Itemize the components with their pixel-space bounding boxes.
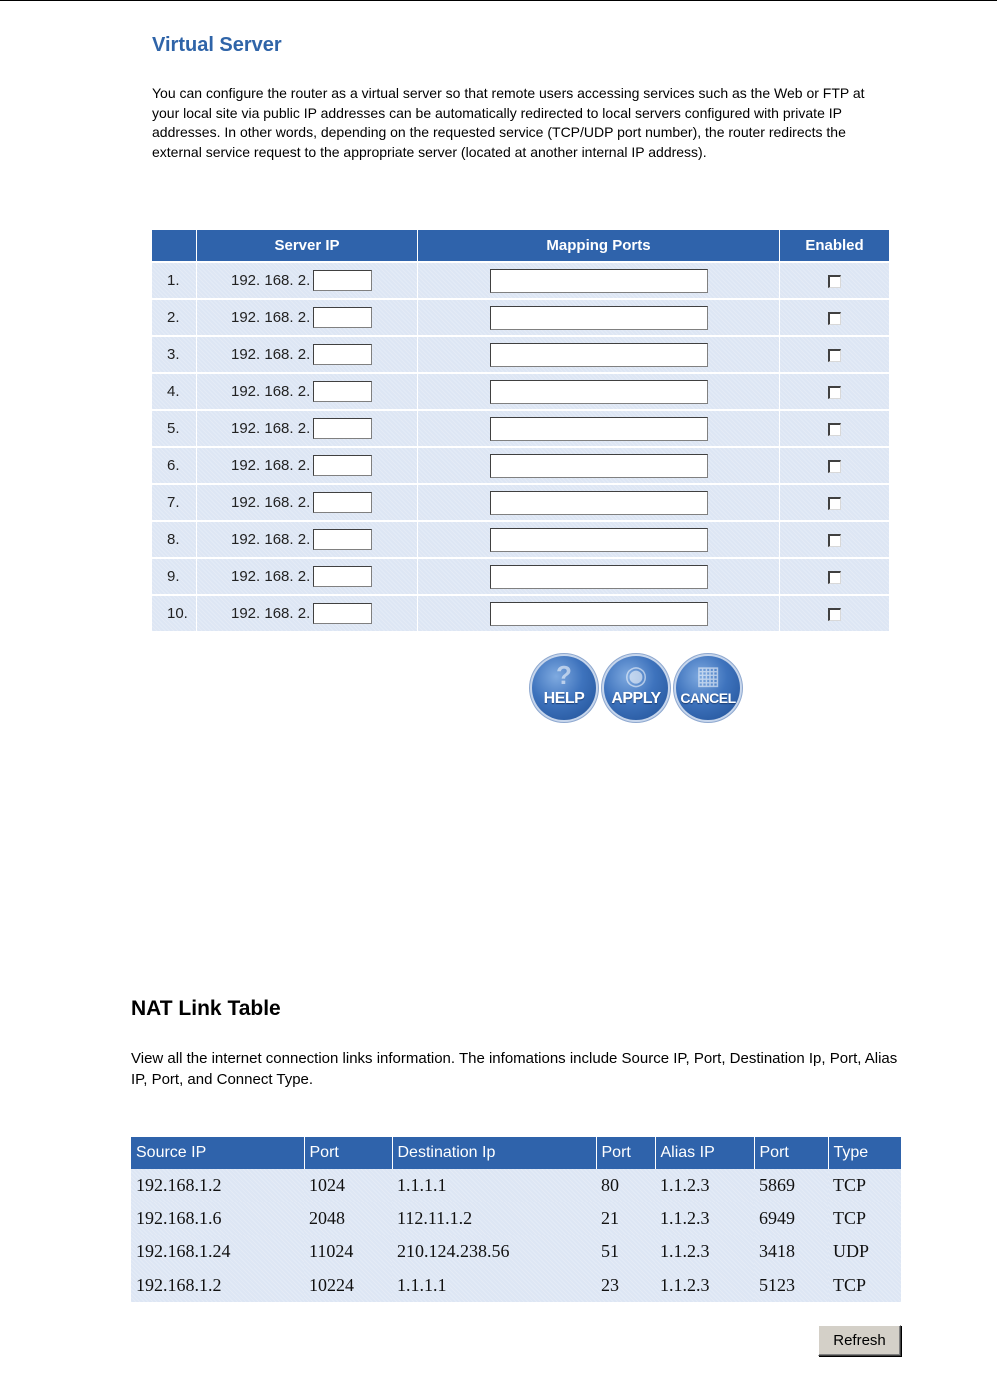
cancel-button[interactable] — [676, 656, 740, 720]
nat-column-header: Port — [754, 1137, 828, 1169]
nat-table-row — [131, 1169, 901, 1202]
nat-table-cell: 192.168.1.2 — [131, 1268, 304, 1302]
server-ip-cell — [197, 596, 417, 633]
refresh-button[interactable]: Refresh — [818, 1325, 901, 1356]
virtual-server-row — [152, 300, 889, 337]
nat-table-cell: 1.1.2.3 — [655, 1202, 754, 1235]
enabled-checkbox[interactable] — [828, 349, 841, 362]
nat-table-cell: TCP — [828, 1202, 901, 1235]
mapping-ports-cell — [418, 263, 779, 300]
nat-column-header: Type — [828, 1137, 901, 1169]
server-ip-cell — [197, 559, 417, 596]
nat-table-row — [131, 1235, 901, 1268]
mapping-ports-cell — [418, 522, 779, 559]
nat-table-cell: TCP — [828, 1169, 901, 1202]
mapping-ports-input[interactable] — [490, 306, 708, 330]
row-number: 1. — [152, 263, 196, 300]
virtual-server-row — [152, 448, 889, 485]
mapping-ports-input[interactable] — [490, 380, 708, 404]
nat-table-cell: 2048 — [304, 1202, 392, 1235]
nat-column-header: Destination Ip — [392, 1137, 596, 1169]
enabled-cell — [780, 263, 889, 300]
top-divider — [0, 0, 997, 1]
enabled-cell — [780, 337, 889, 374]
ip-prefix: 192. 168. 2. — [231, 494, 311, 511]
nat-table-cell: TCP — [828, 1268, 901, 1302]
ip-prefix: 192. 168. 2. — [231, 457, 311, 474]
cancel-button-label: CANCEL — [680, 690, 736, 706]
enabled-cell — [780, 559, 889, 596]
nat-table-cell: 3418 — [754, 1235, 828, 1268]
nat-link-table-description: View all the internet connection links information. The infomations include Source IP, Port, Destination Ip, Port, Alias IP, Port, and Connect Type. — [131, 1050, 898, 1088]
nat-table-cell: 23 — [596, 1268, 655, 1302]
nat-table-cell: 1.1.2.3 — [655, 1169, 754, 1202]
virtual-server-row — [152, 485, 889, 522]
virtual-server-row — [152, 559, 889, 596]
virtual-server-row — [152, 411, 889, 448]
enabled-cell — [780, 374, 889, 411]
mapping-ports-cell — [418, 374, 779, 411]
nat-table-cell: 1.1.1.1 — [392, 1169, 596, 1202]
mapping-ports-cell — [418, 559, 779, 596]
ip-prefix: 192. 168. 2. — [231, 383, 311, 400]
ip-prefix: 192. 168. 2. — [231, 272, 311, 289]
server-ip-cell — [197, 263, 417, 300]
nat-table-cell: 5869 — [754, 1169, 828, 1202]
server-ip-last-octet-input[interactable] — [313, 344, 372, 365]
ip-prefix: 192. 168. 2. — [231, 568, 311, 585]
enabled-checkbox[interactable] — [828, 312, 841, 325]
nat-table-cell: 5123 — [754, 1268, 828, 1302]
ip-prefix: 192. 168. 2. — [231, 309, 311, 326]
mapping-ports-input[interactable] — [490, 343, 708, 367]
enabled-cell — [780, 300, 889, 337]
row-number: 4. — [152, 374, 196, 411]
nat-column-header: Port — [304, 1137, 392, 1169]
nat-table-cell: 80 — [596, 1169, 655, 1202]
mouse-icon: ◉ — [624, 660, 648, 690]
nat-table-cell: 6949 — [754, 1202, 828, 1235]
mapping-ports-input[interactable] — [490, 565, 708, 589]
row-number: 2. — [152, 300, 196, 337]
enabled-cell — [780, 411, 889, 448]
ip-prefix: 192. 168. 2. — [231, 346, 311, 363]
enabled-checkbox[interactable] — [828, 608, 841, 621]
nat-table-cell: 11024 — [304, 1235, 392, 1268]
server-ip-cell — [197, 522, 417, 559]
nat-table-cell: 112.11.1.2 — [392, 1202, 596, 1235]
mapping-ports-input[interactable] — [490, 491, 708, 515]
ip-prefix: 192. 168. 2. — [231, 420, 311, 437]
question-mark-icon: ? — [556, 660, 572, 690]
column-header-mapping-ports: Mapping Ports — [418, 230, 779, 263]
row-number: 5. — [152, 411, 196, 448]
server-ip-last-octet-input[interactable] — [313, 381, 372, 402]
nat-table-cell: 1.1.1.1 — [392, 1268, 596, 1302]
mapping-ports-input[interactable] — [490, 454, 708, 478]
nat-table-cell: 1.1.2.3 — [655, 1235, 754, 1268]
row-number: 10. — [152, 596, 196, 633]
nat-column-header: Source IP — [131, 1137, 304, 1169]
server-ip-cell — [197, 300, 417, 337]
server-ip-last-octet-input[interactable] — [313, 603, 372, 624]
nat-table-cell: 210.124.238.56 — [392, 1235, 596, 1268]
mapping-ports-input[interactable] — [490, 602, 708, 626]
nat-table-cell: UDP — [828, 1235, 901, 1268]
enabled-cell — [780, 522, 889, 559]
nat-header-row — [131, 1137, 901, 1169]
virtual-server-row — [152, 263, 889, 300]
mapping-ports-cell — [418, 448, 779, 485]
server-ip-cell — [197, 485, 417, 522]
enabled-checkbox[interactable] — [828, 423, 841, 436]
mapping-ports-input[interactable] — [490, 528, 708, 552]
virtual-server-row — [152, 596, 889, 633]
nat-table-cell: 10224 — [304, 1268, 392, 1302]
enabled-cell — [780, 485, 889, 522]
mapping-ports-cell — [418, 485, 779, 522]
nat-table-cell: 192.168.1.2 — [131, 1169, 304, 1202]
server-ip-cell — [197, 411, 417, 448]
row-number: 9. — [152, 559, 196, 596]
nat-column-header: Port — [596, 1137, 655, 1169]
virtual-server-row — [152, 337, 889, 374]
server-ip-cell — [197, 374, 417, 411]
virtual-server-title: Virtual Server — [152, 34, 282, 56]
virtual-server-description: You can configure the router as a virtual server so that remote users accessing services such as the Web or FTP at your local site via public IP addresses can be automatically redirected to local servers configured with private IP addresses. In other words, depending on the requested service (TCP/UDP port number), the router redirects the external service request to the appropriate server (located at another internal IP address). — [152, 85, 865, 160]
nat-link-table — [131, 1137, 901, 1302]
nat-table-row — [131, 1202, 901, 1235]
help-button-label: HELP — [543, 690, 585, 707]
mapping-ports-cell — [418, 411, 779, 448]
mapping-ports-input[interactable] — [490, 417, 708, 441]
trash-can-icon: ▦ — [695, 660, 721, 690]
enabled-cell — [780, 596, 889, 633]
mapping-ports-cell — [418, 300, 779, 337]
row-number: 3. — [152, 337, 196, 374]
server-ip-last-octet-input[interactable] — [313, 455, 372, 476]
ip-prefix: 192. 168. 2. — [231, 605, 311, 622]
server-ip-last-octet-input[interactable] — [313, 418, 372, 439]
nat-table-cell: 1024 — [304, 1169, 392, 1202]
nat-table-cell: 21 — [596, 1202, 655, 1235]
column-header-index — [152, 230, 196, 263]
enabled-checkbox[interactable] — [828, 386, 841, 399]
mapping-ports-cell — [418, 596, 779, 633]
apply-button-label: APPLY — [611, 690, 661, 707]
server-ip-last-octet-input[interactable] — [313, 492, 372, 513]
column-header-enabled: Enabled — [780, 230, 889, 263]
row-number: 6. — [152, 448, 196, 485]
virtual-server-row — [152, 522, 889, 559]
help-button[interactable] — [532, 656, 596, 720]
server-ip-last-octet-input[interactable] — [313, 270, 372, 291]
server-ip-last-octet-input[interactable] — [313, 566, 372, 587]
enabled-checkbox[interactable] — [828, 275, 841, 288]
server-ip-last-octet-input[interactable] — [313, 529, 372, 550]
enabled-checkbox[interactable] — [828, 497, 841, 510]
nat-table-cell: 192.168.1.6 — [131, 1202, 304, 1235]
ip-prefix: 192. 168. 2. — [231, 531, 311, 548]
enabled-checkbox[interactable] — [828, 571, 841, 584]
virtual-server-table — [151, 230, 890, 633]
nat-table-cell: 1.1.2.3 — [655, 1268, 754, 1302]
enabled-checkbox[interactable] — [828, 460, 841, 473]
nat-table-cell: 51 — [596, 1235, 655, 1268]
enabled-cell — [780, 448, 889, 485]
nat-table-row — [131, 1268, 901, 1302]
nat-column-header: Alias IP — [655, 1137, 754, 1169]
mapping-ports-cell — [418, 337, 779, 374]
server-ip-last-octet-input[interactable] — [313, 307, 372, 328]
nat-table-cell: 192.168.1.24 — [131, 1235, 304, 1268]
server-ip-cell — [197, 448, 417, 485]
virtual-server-row — [152, 374, 889, 411]
mapping-ports-input[interactable] — [490, 269, 708, 293]
nat-link-table-title: NAT Link Table — [131, 997, 281, 1020]
column-header-server-ip: Server IP — [197, 230, 417, 263]
enabled-checkbox[interactable] — [828, 534, 841, 547]
row-number: 8. — [152, 522, 196, 559]
row-number: 7. — [152, 485, 196, 522]
virtual-server-header-row — [152, 230, 889, 263]
server-ip-cell — [197, 337, 417, 374]
apply-button[interactable] — [604, 656, 668, 720]
